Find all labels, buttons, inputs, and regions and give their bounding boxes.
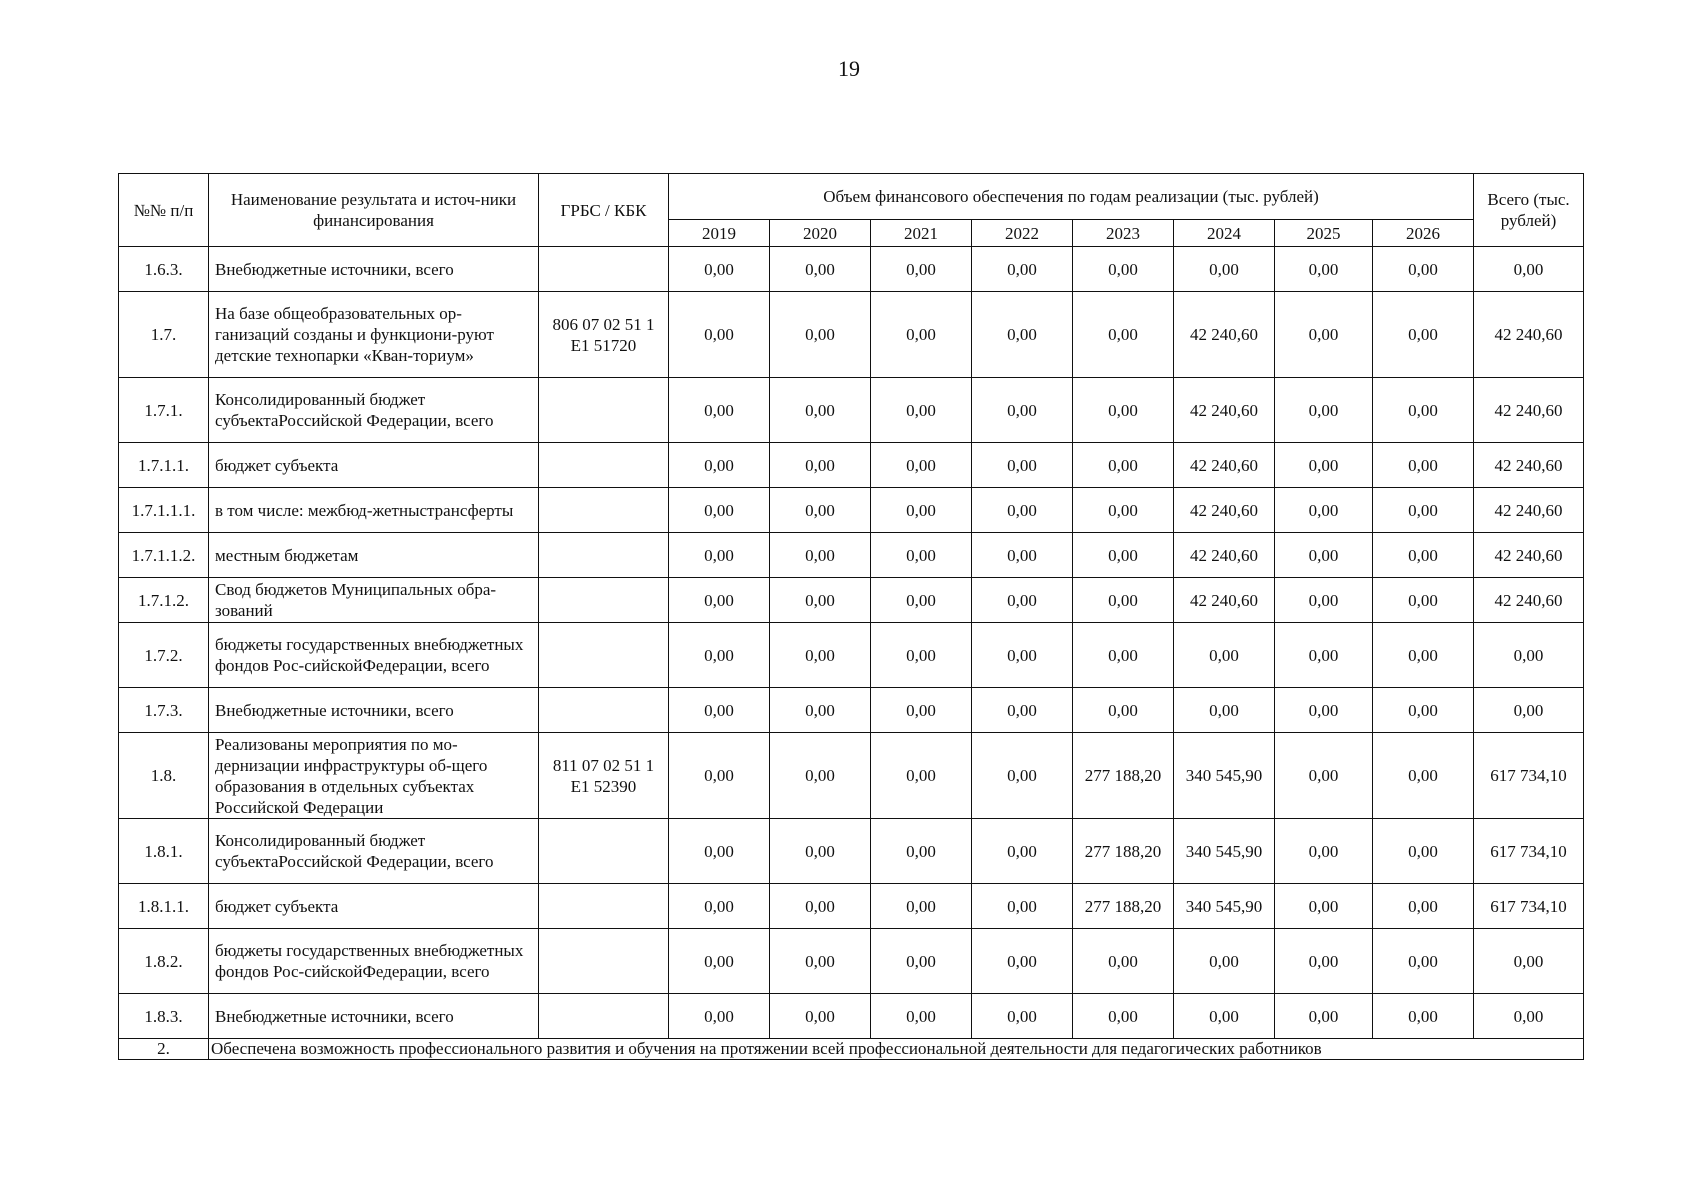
row-grbs-kbk	[539, 994, 669, 1039]
row-year-value: 0,00	[669, 292, 770, 378]
row-name: Внебюджетные источники, всего	[209, 247, 539, 292]
row-number: 1.7.	[119, 292, 209, 378]
table-row	[119, 994, 1584, 1039]
row-year-value: 0,00	[1275, 378, 1373, 443]
row-year-value: 0,00	[871, 733, 972, 819]
row-year-value: 0,00	[1275, 733, 1373, 819]
row-year-value: 0,00	[1275, 994, 1373, 1039]
table-row	[119, 488, 1584, 533]
row-year-value: 0,00	[972, 443, 1073, 488]
row-number: 1.6.3.	[119, 247, 209, 292]
row-year-value: 0,00	[770, 292, 871, 378]
row-year-value: 0,00	[669, 623, 770, 688]
row-year-value: 0,00	[1373, 292, 1474, 378]
row-year-value: 0,00	[871, 884, 972, 929]
row-year-value: 0,00	[871, 488, 972, 533]
row-year-value: 0,00	[871, 929, 972, 994]
row-year-value: 0,00	[669, 578, 770, 623]
row-year-value: 0,00	[871, 819, 972, 884]
row-year-value: 0,00	[1373, 247, 1474, 292]
row-total: 42 240,60	[1474, 578, 1584, 623]
table-row	[119, 884, 1584, 929]
year-header: 2026	[1373, 220, 1474, 247]
row-year-value: 42 240,60	[1174, 578, 1275, 623]
row-grbs-kbk: 806 07 02 51 1 E1 51720	[539, 292, 669, 378]
row-total: 0,00	[1474, 688, 1584, 733]
row-year-value: 42 240,60	[1174, 443, 1275, 488]
row-year-value: 0,00	[1073, 443, 1174, 488]
row-year-value: 0,00	[1174, 929, 1275, 994]
row-year-value: 0,00	[1073, 533, 1174, 578]
row-year-value: 0,00	[1275, 292, 1373, 378]
table-body	[119, 247, 1584, 1060]
row-year-value: 0,00	[770, 688, 871, 733]
row-year-value: 0,00	[972, 688, 1073, 733]
row-name: бюджет субъекта	[209, 884, 539, 929]
row-year-value: 0,00	[770, 819, 871, 884]
row-year-value: 0,00	[871, 578, 972, 623]
row-year-value: 0,00	[770, 929, 871, 994]
header-volume: Объем финансового обеспечения по годам реализации (тыс. рублей)	[669, 174, 1474, 220]
row-year-value: 0,00	[1073, 688, 1174, 733]
financing-table	[118, 173, 1584, 1060]
table-row	[119, 819, 1584, 884]
row-year-value: 0,00	[1174, 994, 1275, 1039]
row-year-value: 340 545,90	[1174, 819, 1275, 884]
row-year-value: 0,00	[1073, 378, 1174, 443]
row-year-value: 0,00	[972, 929, 1073, 994]
row-year-value: 0,00	[871, 443, 972, 488]
row-year-value: 0,00	[669, 488, 770, 533]
row-grbs-kbk	[539, 378, 669, 443]
row-total: 617 734,10	[1474, 884, 1584, 929]
row-name: бюджеты государственных внебюджетных фондов Рос-сийскойФедерации, всего	[209, 623, 539, 688]
row-year-value: 0,00	[1275, 884, 1373, 929]
row-year-value: 0,00	[669, 929, 770, 994]
row-grbs-kbk	[539, 247, 669, 292]
row-year-value: 0,00	[1174, 623, 1275, 688]
row-name: местным бюджетам	[209, 533, 539, 578]
row-total: 0,00	[1474, 247, 1584, 292]
row-year-value: 0,00	[972, 488, 1073, 533]
row-year-value: 0,00	[1073, 247, 1174, 292]
row-number: 1.7.1.	[119, 378, 209, 443]
row-grbs-kbk	[539, 884, 669, 929]
row-year-value: 0,00	[770, 533, 871, 578]
row-year-value: 0,00	[871, 292, 972, 378]
table-row	[119, 688, 1584, 733]
row-year-value: 0,00	[1373, 819, 1474, 884]
header-total: Всего (тыс. рублей)	[1474, 174, 1584, 247]
row-year-value: 0,00	[669, 247, 770, 292]
row-year-value: 0,00	[972, 994, 1073, 1039]
row-year-value: 0,00	[972, 292, 1073, 378]
row-grbs-kbk	[539, 488, 669, 533]
row-year-value: 0,00	[1073, 488, 1174, 533]
row-grbs-kbk	[539, 819, 669, 884]
row-year-value: 0,00	[669, 688, 770, 733]
row-year-value: 0,00	[669, 443, 770, 488]
table-row	[119, 929, 1584, 994]
row-year-value: 0,00	[770, 884, 871, 929]
row-total: 42 240,60	[1474, 378, 1584, 443]
row-year-value: 0,00	[972, 378, 1073, 443]
row-year-value: 0,00	[1275, 533, 1373, 578]
section-row	[119, 1039, 1584, 1060]
table-row	[119, 443, 1584, 488]
row-total: 42 240,60	[1474, 533, 1584, 578]
row-year-value: 0,00	[1073, 578, 1174, 623]
row-year-value: 0,00	[972, 247, 1073, 292]
row-name: На базе общеобразовательных ор-ганизаций созданы и функциони-руют детские технопарки «Кван-ториум»	[209, 292, 539, 378]
row-year-value: 0,00	[669, 733, 770, 819]
row-year-value: 0,00	[1275, 623, 1373, 688]
row-year-value: 0,00	[972, 623, 1073, 688]
row-year-value: 0,00	[1373, 488, 1474, 533]
row-year-value: 0,00	[871, 533, 972, 578]
table-row	[119, 247, 1584, 292]
row-year-value: 0,00	[871, 378, 972, 443]
row-total: 0,00	[1474, 623, 1584, 688]
row-year-value: 0,00	[1373, 929, 1474, 994]
row-year-value: 0,00	[770, 247, 871, 292]
row-year-value: 42 240,60	[1174, 533, 1275, 578]
row-year-value: 0,00	[1275, 247, 1373, 292]
row-number: 1.7.1.1.1.	[119, 488, 209, 533]
row-number: 1.7.2.	[119, 623, 209, 688]
header-grbs: ГРБС / КБК	[539, 174, 669, 247]
table-row	[119, 578, 1584, 623]
row-total: 42 240,60	[1474, 443, 1584, 488]
row-year-value: 0,00	[1373, 733, 1474, 819]
row-grbs-kbk	[539, 533, 669, 578]
row-grbs-kbk	[539, 929, 669, 994]
row-name: Свод бюджетов Муниципальных обра-зований	[209, 578, 539, 623]
row-year-value: 42 240,60	[1174, 378, 1275, 443]
row-year-value: 340 545,90	[1174, 733, 1275, 819]
row-year-value: 340 545,90	[1174, 884, 1275, 929]
row-year-value: 0,00	[669, 819, 770, 884]
row-year-value: 0,00	[871, 623, 972, 688]
row-number: 1.8.	[119, 733, 209, 819]
row-year-value: 277 188,20	[1073, 733, 1174, 819]
row-year-value: 0,00	[1373, 994, 1474, 1039]
year-header: 2022	[972, 220, 1073, 247]
row-year-value: 0,00	[1073, 623, 1174, 688]
table-row	[119, 733, 1584, 819]
row-year-value: 0,00	[1373, 533, 1474, 578]
row-year-value: 0,00	[1275, 443, 1373, 488]
row-year-value: 0,00	[1174, 247, 1275, 292]
row-year-value: 0,00	[1073, 994, 1174, 1039]
header-name: Наименование результата и источ-ники финансирования	[209, 174, 539, 247]
year-header: 2020	[770, 220, 871, 247]
row-year-value: 0,00	[1073, 292, 1174, 378]
page-number: 19	[838, 56, 860, 81]
row-year-value: 0,00	[770, 994, 871, 1039]
row-year-value: 0,00	[1373, 623, 1474, 688]
row-year-value: 0,00	[1275, 578, 1373, 623]
table-row	[119, 533, 1584, 578]
year-header: 2021	[871, 220, 972, 247]
row-year-value: 0,00	[972, 533, 1073, 578]
row-year-value: 0,00	[1373, 578, 1474, 623]
row-year-value: 0,00	[1275, 819, 1373, 884]
row-year-value: 0,00	[1373, 378, 1474, 443]
row-year-value: 0,00	[669, 533, 770, 578]
year-header: 2025	[1275, 220, 1373, 247]
row-year-value: 0,00	[972, 884, 1073, 929]
row-total: 0,00	[1474, 929, 1584, 994]
row-name: бюджеты государственных внебюджетных фондов Рос-сийскойФедерации, всего	[209, 929, 539, 994]
row-number: 1.7.1.1.2.	[119, 533, 209, 578]
row-name: Внебюджетные источники, всего	[209, 994, 539, 1039]
row-year-value: 42 240,60	[1174, 488, 1275, 533]
row-year-value: 0,00	[770, 378, 871, 443]
row-total: 42 240,60	[1474, 488, 1584, 533]
row-year-value: 0,00	[1174, 688, 1275, 733]
table-row	[119, 378, 1584, 443]
row-year-value: 0,00	[1373, 688, 1474, 733]
table-row	[119, 623, 1584, 688]
row-year-value: 0,00	[770, 488, 871, 533]
row-year-value: 0,00	[871, 247, 972, 292]
table-row	[119, 292, 1584, 378]
row-year-value: 0,00	[972, 733, 1073, 819]
row-year-value: 0,00	[770, 443, 871, 488]
row-grbs-kbk	[539, 443, 669, 488]
row-year-value: 0,00	[1275, 688, 1373, 733]
year-header: 2023	[1073, 220, 1174, 247]
year-header: 2024	[1174, 220, 1275, 247]
row-number: 1.8.1.	[119, 819, 209, 884]
header-num: №№ п/п	[119, 174, 209, 247]
row-number: 1.8.1.1.	[119, 884, 209, 929]
year-header: 2019	[669, 220, 770, 247]
row-grbs-kbk	[539, 623, 669, 688]
row-year-value: 0,00	[1373, 443, 1474, 488]
row-name: в том числе: межбюд-жетныстрансферты	[209, 488, 539, 533]
row-number: 1.7.1.2.	[119, 578, 209, 623]
row-year-value: 0,00	[871, 688, 972, 733]
row-total: 42 240,60	[1474, 292, 1584, 378]
row-year-value: 277 188,20	[1073, 884, 1174, 929]
row-total: 617 734,10	[1474, 819, 1584, 884]
row-year-value: 0,00	[972, 578, 1073, 623]
row-name: Консолидированный бюджет субъектаРоссийской Федерации, всего	[209, 819, 539, 884]
row-name: Внебюджетные источники, всего	[209, 688, 539, 733]
row-grbs-kbk	[539, 578, 669, 623]
row-grbs-kbk	[539, 688, 669, 733]
row-year-value: 0,00	[1073, 929, 1174, 994]
row-grbs-kbk: 811 07 02 51 1 E1 52390	[539, 733, 669, 819]
row-number: 1.8.3.	[119, 994, 209, 1039]
row-year-value: 277 188,20	[1073, 819, 1174, 884]
row-year-value: 0,00	[669, 994, 770, 1039]
row-number: 1.7.3.	[119, 688, 209, 733]
row-name: Консолидированный бюджет субъектаРоссийской Федерации, всего	[209, 378, 539, 443]
row-year-value: 0,00	[1275, 929, 1373, 994]
row-number: 1.8.2.	[119, 929, 209, 994]
section-number: 2.	[119, 1039, 209, 1060]
row-year-value: 0,00	[669, 884, 770, 929]
row-year-value: 0,00	[770, 623, 871, 688]
row-year-value: 0,00	[770, 733, 871, 819]
row-name: Реализованы мероприятия по мо-дернизации инфраструктуры об-щего образования в отдельных субъектах Российской Федерации	[209, 733, 539, 819]
row-year-value: 0,00	[972, 819, 1073, 884]
row-year-value: 0,00	[1275, 488, 1373, 533]
section-title: Обеспечена возможность профессионального развития и обучения на протяжении всей профессиональной деятельности для педагогических работников	[209, 1039, 1584, 1060]
row-year-value: 0,00	[770, 578, 871, 623]
row-total: 617 734,10	[1474, 733, 1584, 819]
row-year-value: 42 240,60	[1174, 292, 1275, 378]
row-total: 0,00	[1474, 994, 1584, 1039]
row-year-value: 0,00	[871, 994, 972, 1039]
row-year-value: 0,00	[669, 378, 770, 443]
row-name: бюджет субъекта	[209, 443, 539, 488]
row-number: 1.7.1.1.	[119, 443, 209, 488]
row-year-value: 0,00	[1373, 884, 1474, 929]
